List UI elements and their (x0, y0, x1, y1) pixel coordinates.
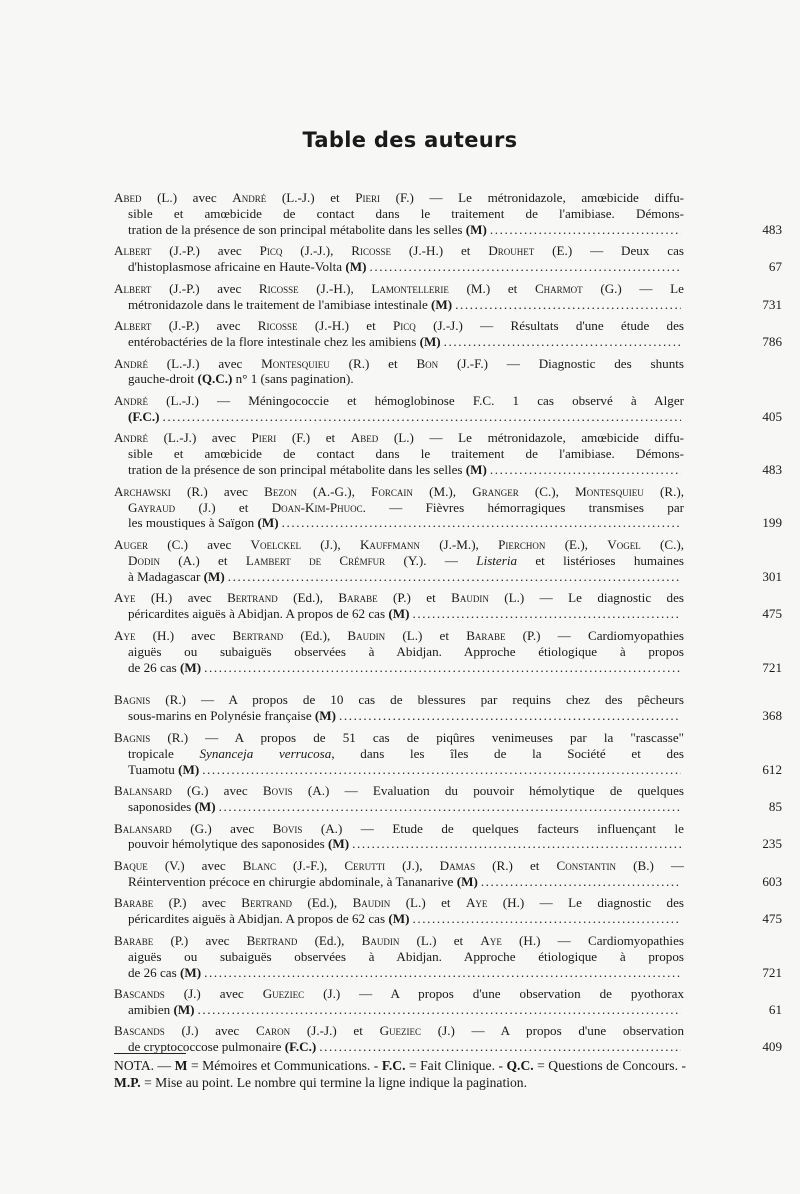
entry-line: Barabe (P.) avec Bertrand (Ed.), Baudin (L.) et Aye (H.) — Le diagnostic des (114, 895, 684, 911)
index-entry (114, 392, 782, 425)
entry-line: tropicale Synanceja verrucosa, dans les îles de la Société et des (128, 745, 684, 761)
entry-line: Aye (H.) avec Bertrand (Ed.), Baudin (L.) et Barabe (P.) — Cardiomyopathies (114, 627, 684, 643)
entry-line: Balansard (G.) avec Bovis (A.) — Evaluation du pouvoir hémolytique de quelques (114, 783, 684, 799)
page-number: 368 (762, 708, 782, 724)
entry-line: (F.C.) ..... (114, 409, 684, 425)
page-number: 409 (762, 1039, 782, 1055)
entry-line: Balansard (G.) avec Bovis (A.) — Etude de quelques facteurs influençant le (114, 820, 684, 836)
page-number: 721 (762, 964, 782, 980)
index-entry (114, 627, 782, 676)
page-number: 612 (762, 761, 782, 777)
index-entry (114, 430, 782, 478)
entry-line: péricardites aiguës à Abidjan. A propos de 62 cas (M) ..... (114, 606, 684, 622)
index-entry (114, 729, 782, 778)
entry-line: sous-marins en Polynésie française (M) ..... (114, 708, 684, 724)
entry-line: péricardites aiguës à Abidjan. A propos de 62 cas (M) ..... (114, 911, 684, 927)
entry-line: André (L.-J.) avec Montesquieu (R.) et Bon (J.-F.) — Diagnostic des shunts (114, 355, 685, 371)
dot-leader (412, 606, 681, 622)
dot-leader (228, 569, 681, 585)
index-entry (114, 820, 782, 853)
page-number: 483 (762, 462, 782, 478)
page-number: 721 (762, 659, 782, 675)
index-entry (114, 692, 782, 724)
entry-line: métronidazole dans le traitement de l'amibiase intestinale (M) ..... (114, 297, 684, 313)
page-number: 405 (762, 408, 782, 424)
entry-line: Dodin (A.) et Lambert de Crémfur (Y.). — Listeria et listérioses humaines (128, 552, 684, 568)
entry-line: amibien (M) ..... (114, 1002, 684, 1018)
entry-line: André (L.-J.) — Méningococcie et hémoglobinose F.C. 1 cas observé à Alger (114, 392, 684, 408)
dot-leader (369, 259, 681, 275)
entry-line: sible et amœbicide de contact dans le traitement de l'amibiase. Démons- (128, 205, 684, 221)
entry-line: Baque (V.) avec Blanc (J.-F.), Cerutti (J.), Damas (R.) et Constantin (B.) — (114, 857, 684, 873)
entry-line: Bagnis (R.) — A propos de 10 cas de blessures par requins chez des pêcheurs (114, 692, 684, 708)
entry-line: Barabe (P.) avec Bertrand (Ed.), Baudin (L.) et Aye (H.) — Cardiomyopathies (114, 932, 684, 948)
index-entry (114, 190, 782, 238)
page-number: 475 (762, 606, 782, 622)
entry-line: Réintervention précoce en chirurgie abdominale, à Tananarive (M) ..... (114, 874, 684, 890)
page-number: 235 (762, 836, 782, 852)
index-entry (114, 895, 782, 927)
entry-line: pouvoir hémolytique des saponosides (M) ..... (114, 836, 684, 852)
page-number: 85 (768, 799, 782, 815)
entry-line: Bascands (J.) avec Caron (J.-J.) et Gueziec (J.) — A propos d'une observation (114, 1023, 684, 1039)
entry-line: de cryptococcose pulmonaire (F.C.) ..... (114, 1039, 684, 1055)
entry-line: d'histoplasmose africaine en Haute-Volta (M) ..... (114, 259, 684, 275)
dot-leader (202, 762, 681, 778)
page-number: 301 (762, 568, 782, 584)
entry-line: tration de la présence de son principal métabolite dans les selles (M) ..... (114, 462, 684, 478)
entry-line: de 26 cas (M) ..... (114, 660, 684, 676)
dot-leader (412, 911, 681, 927)
index-entry (114, 932, 782, 981)
dot-leader (352, 836, 681, 852)
dot-leader (490, 222, 681, 238)
index-entry (114, 483, 782, 532)
entry-line: Aye (H.) avec Bertrand (Ed.), Barabe (P.) et Baudin (L.) — Le diagnostic des (114, 590, 684, 606)
page-number: 483 (762, 221, 782, 237)
entry-line: Auger (C.) avec Voelckel (J.), Kauffmann (J.-M.), Pierchon (E.), Vogel (C.), (114, 536, 684, 552)
dot-leader (163, 409, 681, 425)
dot-leader (455, 297, 681, 313)
entry-line: Albert (J.-P.) avec Picq (J.-J.), Ricosse (J.-H.) et Drouhet (E.) — Deux cas (114, 243, 685, 259)
entry-line: Bagnis (R.) — A propos de 51 cas de piqûres venimeuses par la "rascasse" (114, 729, 684, 745)
index-entry (114, 986, 782, 1018)
page-title: Table des auteurs (302, 128, 518, 152)
footnote-nota: NOTA. — M = Mémoires et Communications. - F.C. = Fait Clinique. - Q.C. = Questions de Concours. - M.P. = Mise au point. Le nombre qui termine la ligne indique la pagination. (114, 1058, 686, 1090)
dot-leader (204, 965, 681, 981)
dot-leader (219, 799, 681, 815)
entry-line: Bascands (J.) avec Gueziec (J.) — A propos d'une observation de pyothorax (114, 986, 684, 1002)
page-number: 731 (762, 296, 782, 312)
index-entry (114, 243, 782, 275)
index-entry (114, 280, 782, 313)
entry-line: Tuamotu (M) ..... (114, 762, 684, 778)
dot-leader (198, 1002, 681, 1018)
entry-line: gauche-droit (Q.C.) n° 1 (sans pagination). (128, 371, 354, 387)
dot-leader (319, 1039, 681, 1055)
entry-line: Abed (L.) avec André (L.-J.) et Pieri (F.) — Le métronidazole, amœbicide diffu- (114, 190, 684, 205)
entry-line: Archawski (R.) avec Bezon (A.-G.), Forcain (M.), Granger (C.), Montesquieu (R.), (114, 483, 684, 499)
index-entry (114, 783, 782, 815)
entry-line: Albert (J.-P.) avec Ricosse (J.-H.) et Picq (J.-J.) — Résultats d'une étude des (114, 318, 685, 334)
dot-leader (282, 515, 681, 531)
entry-line: entérobactéries de la flore intestinale chez les amibiens (M) ..... (114, 334, 684, 350)
page-number: 786 (762, 334, 782, 350)
dot-leader (444, 334, 681, 350)
index-entry (114, 857, 782, 890)
entry-line: André (L.-J.) avec Pieri (F.) et Abed (L.) — Le métronidazole, amœbicide diffu- (114, 430, 684, 446)
entry-line: de 26 cas (M) ..... (114, 965, 684, 981)
index-entry (114, 1023, 782, 1055)
entry-line: aiguës ou subaiguës observées à Abidjan. Approche étiologique à propos (128, 643, 684, 659)
entry-line: Albert (J.-P.) avec Ricosse (J.-H.), Lamontellerie (M.) et Charmot (G.) — Le (114, 280, 684, 296)
dot-leader (481, 874, 681, 890)
page-number: 603 (762, 873, 782, 889)
index-entry (114, 356, 684, 388)
entry-line: à Madagascar (M) ..... (114, 569, 684, 585)
page-number: 475 (762, 911, 782, 927)
page-number: 199 (762, 515, 782, 531)
dot-leader (204, 660, 681, 676)
entry-line: sible et amœbicide de contact dans le traitement de l'amibiase. Démons- (128, 446, 684, 462)
entry-line: tration de la présence de son principal métabolite dans les selles (M) ..... (114, 222, 684, 238)
entry-line: Gayraud (J.) et Doan-Kim-Phuoc. — Fièvres hémorragiques transmises par (128, 499, 684, 515)
author-index-list (114, 190, 782, 1061)
index-entry (114, 318, 782, 350)
entry-line: aiguës ou subaiguës observées à Abidjan. Approche étiologique à propos (128, 948, 684, 964)
page-number: 61 (768, 1001, 782, 1017)
index-entry (114, 536, 782, 585)
dot-leader (490, 462, 681, 478)
entry-line: saponosides (M) ..... (114, 799, 684, 815)
page-number: 67 (768, 259, 782, 275)
dot-leader (339, 708, 681, 724)
footnote-rule (114, 1053, 186, 1054)
index-entry (114, 590, 782, 622)
entry-line: les moustiques à Saïgon (M) ..... (114, 515, 684, 531)
